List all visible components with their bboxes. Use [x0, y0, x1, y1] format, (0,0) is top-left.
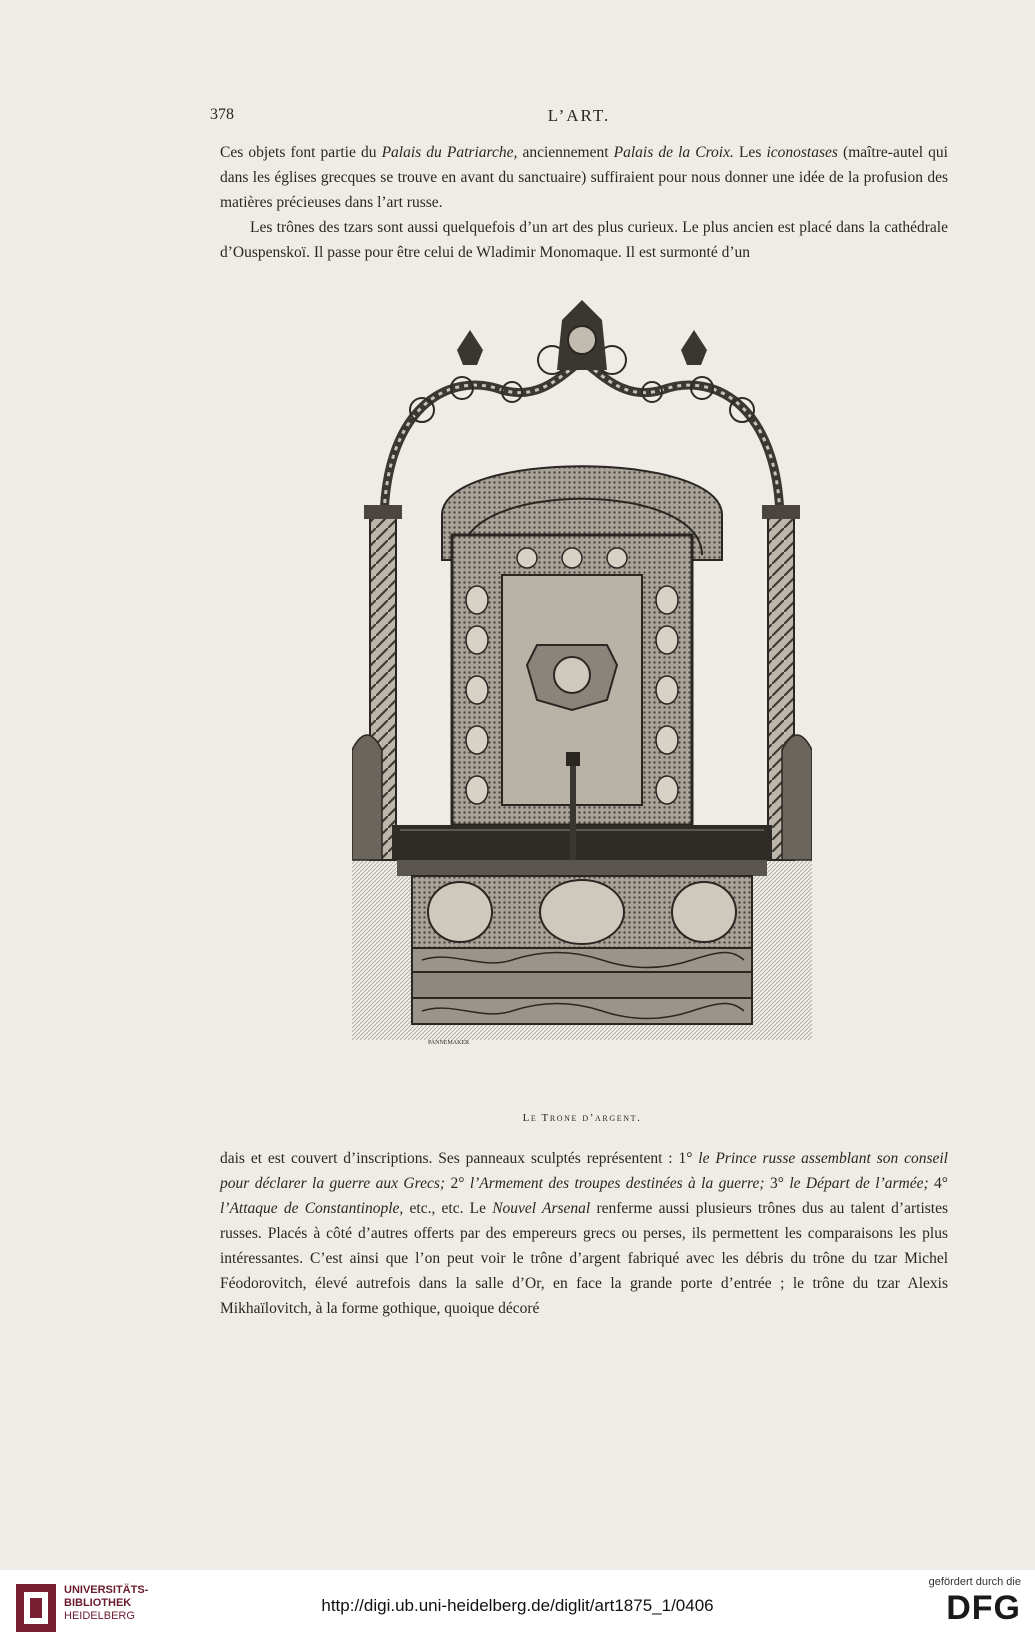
- paragraph: [220, 140, 948, 215]
- funding-credit: [929, 1576, 1021, 1628]
- page-header: [210, 106, 948, 132]
- text-run: renferme aussi plusieurs trônes dus au talent d’artistes russes. Placés à côté d’autres offerts par des empereurs grecs ou perses, ils permettent les comparaisons les plus intéressantes. C’est ainsi que l’on peut voir le trône d’argent fabriqué avec les débris du trône du tzar Michel Féodorovitch, élevé autrefois dans la salle d’Or, en face la grande porte d’entrée ; le trône du tzar Alexis Mikhaïlovitch, à la forme gothique, quoique décoré: [220, 1200, 949, 1317]
- body-text-top: [220, 140, 948, 265]
- text-run: Ces objets font partie du: [220, 144, 382, 161]
- library-name-line: UNIVERSITÄTS-: [64, 1584, 149, 1596]
- text-run: dais et est couvert d’inscriptions. Ses panneaux sculptés représentent : 1°: [220, 1150, 699, 1167]
- paragraph: [220, 1146, 948, 1321]
- footer-bar: [0, 1570, 1035, 1645]
- library-name-line: HEIDELBERG: [64, 1610, 135, 1622]
- italic-run: le Prince russe assemblant son conseil pour déclarer la guerre aux Grecs;: [220, 1150, 948, 1192]
- italic-run: iconostases: [766, 144, 838, 161]
- figure-caption: Le Trone d’argent.: [522, 1112, 642, 1124]
- italic-run: Palais de la Croix.: [613, 144, 734, 161]
- body-text-bottom: [220, 1146, 948, 1321]
- throne-engraving: [352, 300, 812, 1092]
- italic-run: l’Attaque de Constantinople,: [220, 1200, 404, 1217]
- library-name-line: BIBLIOTHEK: [64, 1597, 132, 1609]
- dfg-logo: DFG: [946, 1589, 1021, 1627]
- text-run: 2°: [445, 1175, 470, 1192]
- funding-label: gefördert durch die: [928, 1576, 1021, 1588]
- italic-run: Nouvel Arsenal: [492, 1200, 591, 1217]
- running-title: L’ART.: [547, 106, 611, 125]
- text-run: 3°: [764, 1175, 790, 1192]
- text-run: etc., etc. Le: [403, 1200, 493, 1217]
- engraver-signature: PANNEMAKER: [428, 1040, 470, 1046]
- throne-illustration: [352, 300, 812, 1092]
- text-run: anciennement: [517, 144, 614, 161]
- text-run: (maître-autel qui dans les églises grecques se trouve en avant du sanctuaire) suffiraient pour nous donner une idée de la profusion des matières précieuses dans l’art russe.: [220, 144, 948, 211]
- text-run: Les: [733, 144, 767, 161]
- page-number: 378: [210, 106, 234, 123]
- paragraph: Les trônes des tzars sont aussi quelquefois d’un art des plus curieux. Le plus ancien est placé dans la cathédrale d’Ouspenskoï. Il passe pour être celui de Wladimir Monomaque. Il est surmonté d’un: [220, 219, 948, 261]
- italic-run: Palais du Patriarche,: [381, 144, 518, 161]
- italic-run: l’Armement des troupes destinées à la guerre;: [469, 1175, 765, 1192]
- italic-run: le Départ de l’armée;: [789, 1175, 929, 1192]
- permalink-url[interactable]: http://digi.ub.uni-heidelberg.de/diglit/art1875_1/0406: [321, 1596, 714, 1615]
- text-run: 4°: [928, 1175, 948, 1192]
